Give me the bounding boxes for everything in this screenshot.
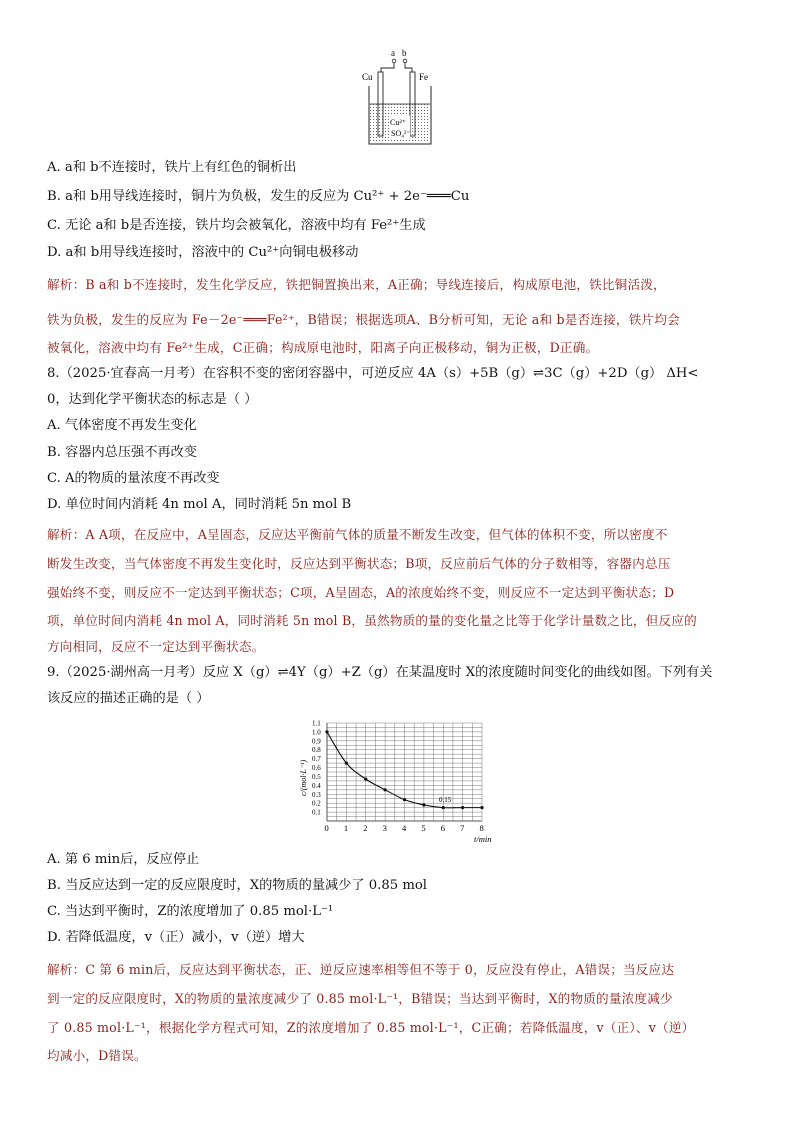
y-tick-label: 0.5 bbox=[312, 772, 321, 781]
q7-analysis-line-1: 解析：B a和 b不连接时，发生化学反应，铁把铜置换出来，A正确；导线连接后，构成原电池，铁比铜活泼， bbox=[47, 277, 666, 292]
q7-option-a: A. a和 b不连接时，铁片上有红色的铜析出 bbox=[47, 160, 297, 175]
concentration-time-chart bbox=[296, 716, 500, 846]
q8-option-d: D. 单位时间内消耗 4n mol A，同时消耗 5n mol B bbox=[47, 497, 352, 512]
q8-analysis-line-5: 方向相同，反应不一定达到平衡状态。 bbox=[47, 639, 265, 654]
x-tick-label: 6 bbox=[440, 823, 445, 833]
q7-analysis-line-3: 被氧化，溶液中均有 Fe²⁺生成，C正确；构成原电池时，阳离子向正极移动，铜为正极，D正确。 bbox=[47, 340, 599, 355]
q9-option-a: A. 第 6 min后，反应停止 bbox=[47, 852, 200, 867]
q8-analysis-line-4: 项，单位时间内消耗 4n mol A，同时消耗 5n mol B，虽然物质的量的变化量之比等于化学计量数之比，但反应的 bbox=[47, 613, 697, 628]
cu-electrode-label: Cu bbox=[362, 72, 373, 82]
q8-option-c: C. A的物质的量浓度不再改变 bbox=[47, 471, 220, 486]
q8-stem-line-1: 8.（2025·宜春高一月考）在容积不变的密闭容器中，可逆反应 4A（s）+5B（g）⇌3C（g）+2D（g） ΔH< bbox=[47, 366, 699, 381]
y-axis-label: c/(mol·L⁻¹) bbox=[299, 759, 308, 796]
q9-option-c: C. 当达到平衡时，Z的浓度增加了 0.85 mol·L⁻¹ bbox=[47, 904, 334, 919]
ion-so4-label: SO₄²⁻ bbox=[391, 129, 411, 138]
q9-option-d: D. 若降低温度，v（正）减小，v（逆）增大 bbox=[47, 930, 305, 945]
q7-option-c: C. 无论 a和 b是否连接，铁片均会被氧化，溶液中均有 Fe²⁺生成 bbox=[47, 218, 426, 233]
q9-analysis-line-3: 了 0.85 mol·L⁻¹，根据化学方程式可知，Z的浓度增加了 0.85 mol·L⁻¹，C正确；若降低温度，v（正）、v（逆） bbox=[47, 1020, 695, 1035]
q9-analysis-line-1: 解析：C 第 6 min后，反应达到平衡状态，正、逆反应速率相等但不等于 0，反应没有停止，A错误；当反应达 bbox=[47, 962, 675, 977]
electrochemical-cell-figure bbox=[360, 46, 440, 150]
x-tick-label: 2 bbox=[363, 823, 368, 833]
x-tick-label: 1 bbox=[343, 823, 349, 833]
q8-stem-line-2: 0，达到化学平衡状态的标志是（ ） bbox=[47, 392, 258, 407]
y-tick-label: 0.7 bbox=[312, 755, 321, 764]
q9-option-b: B. 当反应达到一定的反应限度时，X的物质的量减少了 0.85 mol bbox=[47, 878, 427, 893]
x-tick-label: 3 bbox=[382, 823, 387, 833]
data-point bbox=[384, 788, 387, 791]
q9-stem-line-2: 该反应的描述正确的是（ ） bbox=[47, 691, 210, 706]
y-tick-label: 1.1 bbox=[312, 719, 321, 728]
q7-option-d: D. a和 b用导线连接时，溶液中的 Cu²⁺向铜电极移动 bbox=[47, 245, 359, 260]
q8-option-a: A. 气体密度不再发生变化 bbox=[47, 418, 197, 433]
y-tick-label: 0.8 bbox=[312, 746, 321, 755]
data-point bbox=[461, 806, 464, 809]
y-tick-label: 0.4 bbox=[312, 781, 321, 790]
x-tick-label: 5 bbox=[421, 823, 426, 833]
y-tick-label: 0.3 bbox=[312, 790, 321, 799]
y-tick-label: 0.2 bbox=[312, 799, 321, 808]
x-tick-label: 4 bbox=[402, 823, 407, 833]
data-point bbox=[325, 730, 328, 733]
q7-option-b: B. a和 b用导线连接时，铜片为负极，发生的反应为 Cu²⁺ + 2e⁻═══Cu bbox=[47, 189, 470, 204]
y-tick-label: 0.6 bbox=[312, 764, 321, 773]
q7-analysis-line-2: 铁为负极，发生的反应为 Fe－2e⁻═══Fe²⁺，B错误；根据选项A、B分析可知，无论 a和 b是否连接，铁片均会 bbox=[47, 312, 680, 327]
x-tick-label: 8 bbox=[479, 823, 484, 833]
data-point bbox=[345, 761, 348, 764]
terminal-a-label: a bbox=[391, 48, 395, 58]
fe-electrode-label: Fe bbox=[419, 72, 428, 82]
data-point bbox=[422, 803, 425, 806]
q9-analysis-line-2: 到一定的反应限度时，X的物质的量浓度减少了 0.85 mol·L⁻¹，B错误；当达到平衡时，X的物质的量浓度减少 bbox=[47, 991, 673, 1006]
x-axis-label: t/min bbox=[474, 834, 492, 844]
x-tick-label: 7 bbox=[460, 823, 465, 833]
data-point bbox=[442, 806, 445, 809]
q8-analysis-line-1: 解析：A A项，在反应中，A呈固态，反应达平衡前气体的质量不断发生改变，但气体的体积不变，所以密度不 bbox=[47, 527, 668, 542]
data-point bbox=[364, 778, 367, 781]
data-point bbox=[480, 806, 483, 809]
equilibrium-annotation: 0.15 bbox=[439, 796, 452, 804]
y-tick-label: 0.9 bbox=[312, 737, 321, 746]
q9-analysis-line-4: 均减小，D错误。 bbox=[47, 1048, 147, 1063]
y-tick-label: 0.1 bbox=[312, 808, 321, 817]
q8-analysis-line-2: 断发生改变，当气体密度不再发生变化时，反应达到平衡状态；B项，反应前后气体的分子数相等，容器内总压 bbox=[47, 556, 671, 571]
y-tick-label: 1.0 bbox=[312, 728, 321, 737]
q8-analysis-line-3: 强始终不变，则反应不一定达到平衡状态；C项，A呈固态，A的浓度始终不变，则反应不一定达到平衡状态；D bbox=[47, 585, 675, 600]
ion-cu-label: Cu²⁺ bbox=[390, 118, 406, 127]
q8-option-b: B. 容器内总压强不再改变 bbox=[47, 445, 197, 460]
data-point bbox=[403, 798, 406, 801]
x-tick-label: 0 bbox=[324, 823, 329, 833]
terminal-b-label: b bbox=[402, 48, 407, 58]
q9-stem-line-1: 9.（2025·湖州高一月考）反应 X（g）⇌4Y（g）+Z（g）在某温度时 X的浓度随时间变化的曲线如图。下列有关 bbox=[47, 665, 713, 680]
